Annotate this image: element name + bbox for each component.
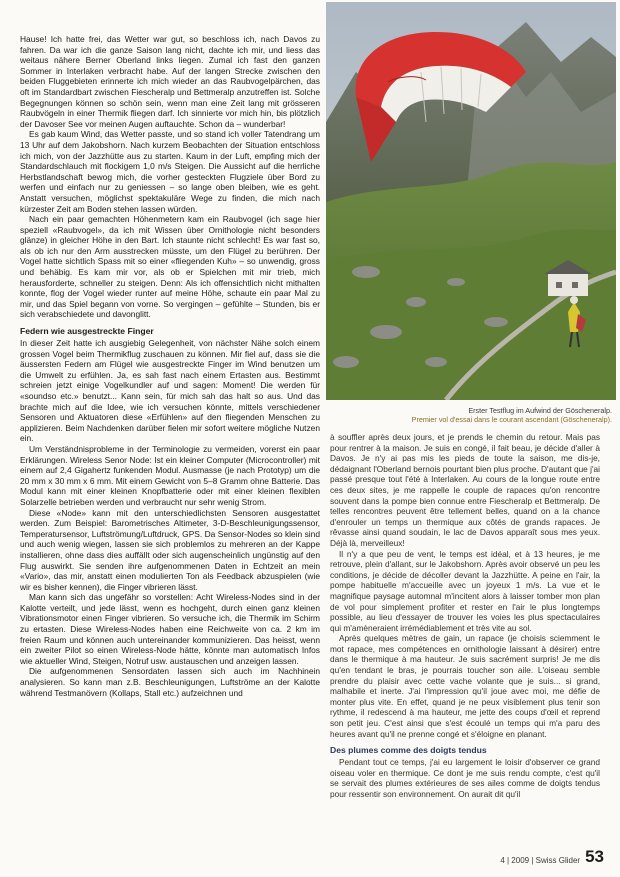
- paragraph: Nach ein paar gemachten Höhenmetern kam ein Raubvogel (ich sage hier speziell «Raubvogel», da ich mit Wissen über Ornithologie nicht besonders glänze) in gleicher Höhe in den Bart. Ich staunte nicht schlecht! Es war fast so, als ob ich nur den Arm ausstrecken müsste, um den Flügel zu berühren. Der Vogel hatte sichtlich Spass mit so einer «fliegenden Kuh» – so unwendig, gross und behäbig. Es kam mir vor, als ob er Spielchen mit mir trieb, mich herausforderte, schneller zu steigen. Denn: Als ich offensichtlich nicht mithalten konnte, flog der Vogel wieder runter auf meine Höhe, schaute ein paar Mal zu mir, und das Spiel begann von vorne. So vergingen – gefühlte – Stunden, bis er sich verabschiedete und davonglitt.: [20, 214, 320, 320]
- section-heading: Des plumes comme des doigts tendus: [330, 745, 487, 756]
- mountain-landscape-image: [326, 2, 616, 400]
- paragraph: Es gab kaum Wind, das Wetter passte, und so stand ich voller Tatendrang um 13 Uhr auf dem Jakobshorn. Nach kurzem Beobachten der Situation entschloss ich mich, von der Jazzhütte aus zu starten. Kaum in der Luft, empfing mich der Standardschlauch mit flockigem 1,0 m/s Steigen. Die Aussicht auf die herrliche Herbstlandschaft bewog mich, die vorher gesteckten Flugziele über Bord zu werfen und einfach nur zu geniessen – so lange oben bleiben, wie es geht. Anstatt versuchen, möglichst spektakuläre Wege zu finden, die mich nach kürzester Zeit am Boden stehen lassen würden.: [20, 129, 320, 214]
- page-number: 53: [585, 847, 604, 866]
- section-heading: Federn wie ausgestreckte Finger: [20, 326, 154, 337]
- paragraph: à souffler après deux jours, et je prends le chemin du retour. Mais pas pour rentrer à la maison. Je suis en congé, il fait beau, je décide d'aller à Davos. Je n'y ai pas mis les pieds de toute la saison, me dis-je, dédaignant l'Oberland bernois pourtant bien plus proche. D'autant que j'ai passé presque tout l'été à Interlaken. Au cours de la longue route entre ces deux sites, je me rappelle le couple de rapaces qu'on rencontre souvent dans la pompe bien connue entre Fiescheralp et Bettmeralp. De telles rencontres peuvent être tellement belles, quand on a la chance d'enrouler un temps un thermique aux côtés de grands rapaces. Je rêvasse ainsi quand soudain, le lac de Davos apparaît sous mes yeux. Déjà là, merveilleux!: [330, 432, 600, 548]
- paraglider-photo: [326, 2, 616, 400]
- photo-caption: [326, 406, 612, 424]
- paragraph: Hause! Ich hatte frei, das Wetter war gut, so beschloss ich, nach Davos zu fahren. Da war ich die ganze Saison lang nicht, dachte ich mir, und liess das weitaus nähere Berner Oberland links liegen. Zumal ich fast den ganzen Sommer in Interlaken verbracht habe. Auf der langen Strecke zwischen den beiden Fluggebieten erinnerte ich mich wieder an das Raubvogelpärchen, das oft im Standardbart zwischen Fiescheralp und Bettmeralp anzutreffen ist. Solche Begegnungen können so schön sein, wenn man eine Zeit lang mit grösseren Raubvögeln in einer Thermik fliegen darf. Ich sinnierte vor mich hin, bis plötzlich der Davoser See vor meinen Augen auftauchte. Schon da – wunderbar!: [20, 34, 320, 129]
- paragraph: Après quelques mètres de gain, un rapace (je choisis sciemment le mot rapace, mes compétences en ornithologie laissant à désirer) entre dans le thermique à ma hauteur. Je suis sacrément surpris! Je me dis qu'en tendant le bras, je pourrais toucher son aile. L'oiseau semble prendre du plaisir avec cette vache volante que je suis... si grand, malhabile et inerte. J'ai l'impression qu'il joue avec moi, me défie de monter plus vite. En effet, quand je ne peux visiblement plus tenir son rythme, il redescend à ma hauteur, me jette des coups d'œil et reprend son petit jeu. C'est ainsi que s'est écoulé un temps qui m'a paru des heures avant qu'il ne prenne congé et s'éloigne en planant.: [330, 633, 600, 739]
- paragraph: Man kann sich das ungefähr so vorstellen: Acht Wireless-Nodes sind in der Kalotte verteilt, und jede lässt, wenn es hochgeht, durch einen ganz kleinen Vibrationsmotor einen Finger vibrieren. So versuche ich, die Thermik im Schirm zu ertasten. Diese Wireless-Nodes haben eine Reichweite von ca. 2 km im freien Raum und können auch untereinander kommunizieren. Das heisst, wenn ein zweiter Pilot so einen Wireless-Node hätte, könnte man automatisch Infos wie aktueller Wind, Steigen, Notruf usw. austauschen und anzeigen lassen.: [20, 592, 320, 666]
- paragraph: Il n'y a que peu de vent, le temps est idéal, et à 13 heures, je me retrouve, plein d'allant, sur le Jakobshorn. Après avoir observé un peu les conditions, je décide de décoller devant la Jazzhütte. A peine en l'air, la pompe habituelle m'accueille avec un joyeux 1 m/s. La vue et le magnifique paysage automnal m'incitent alors à laisser tomber mon plan de vol pour simplement profiter et rester en l'air le plus longtemps possible, au lieu d'essayer de trouver les voies les plus spectaculaires qui m'amèneraient irrémédiablement et très vite au sol.: [330, 548, 600, 633]
- article-column-german: [20, 34, 320, 698]
- paragraph: Um Verständnisprobleme in der Terminologie zu vermeiden, vorerst ein paar Erklärungen. Wireless Senor Node: Ist ein kleiner Computer (Microcontroller) mit einem auf 2,4 Gigahertz funkenden Modul. Ausmasse (je nach Prototyp) um die 20 mm x 30 mm x 6 mm. Mit einem Gewicht von 5–8 Gramm ohne Batterie. Das Modul kann mit einer kleinen Knopfbatterie oder mit einer kleinen flexiblen Solarzelle betrieben werden und verbraucht nur sehr wenig Strom.: [20, 443, 320, 507]
- paragraph: Die aufgenommenen Sensordaten lassen sich auch im Nachhinein analysieren. So kann man z.B. Beschleunigungen, Luftströme an der Kalotte während Testmanövern (Kollaps, Stall etc.) aufzeichnen und: [20, 666, 320, 698]
- paragraph: In dieser Zeit hatte ich ausgiebig Gelegenheit, von nächster Nähe solch einem grossen Vogel beim Thermikflug zuschauen zu können. Mir fiel auf, dass sie die äussersten Federn am Flügel wie ausgestreckte Finger im Wind benutzen um die Umwelt zu erfühlen. Ja, es sah fast nach einem Ertasten aus. Bestimmt schreien jetzt einige Vogelkundler auf und sagen: Moment! Die werden für «soundso etc.» benutzt... Kann sein, für mich sah das halt so aus. Und das brachte mich auf die Idee, wie ich versuchen könnte, mittels verschiedener Sensoren und Aktuatoren diese «Erfühlen» auf den fliegenden Menschen zu applizieren. Beim Nachdenken darüber fielen mir sofort weitere mögliche Nutzen ein.: [20, 338, 320, 444]
- article-column-french: [330, 432, 600, 800]
- paragraph: Diese «Node» kann mit den unterschiedlichsten Sensoren ausgestattet werden. Zum Beispiel: Barometrisches Altimeter, 3-D-Beschleunigungssensor, Temperatursensor, Luftströmung/Luftdruck, GPS. Da Sensor-Nodes so klein sind und auch wenig wiegen, lassen sie sich problemlos zu mehreren an der Kappe installieren, ohne dass dies auffällt oder sich augenscheinlich ungünstig auf den Flug auswirkt. Sie senden ihre aufgenommenen Daten in Echtzeit an mein «Vario», das mir, anstatt einen modulierten Ton als Feedback abzuspielen (wie wir es bisher kennen), die Finger vibrieren lässt.: [20, 507, 320, 592]
- issue-info: 4 | 2009 | Swiss Glider: [500, 856, 581, 865]
- caption-french: Premier vol d'essai dans le courant ascendant (Göscheneralp).: [411, 415, 612, 424]
- caption-german: Erster Testflug im Aufwind der Göscheneralp.: [468, 406, 612, 415]
- page-footer: [500, 848, 604, 865]
- paragraph: Pendant tout ce temps, j'ai eu largement le loisir d'observer ce grand oiseau voler en thermique. Ce dont je me suis rendu compte, c'est qu'il se servait des plumes extérieures de ses ailes comme de doigts tendus pour ressentir son environnement. On aurait dit qu'il: [330, 757, 600, 799]
